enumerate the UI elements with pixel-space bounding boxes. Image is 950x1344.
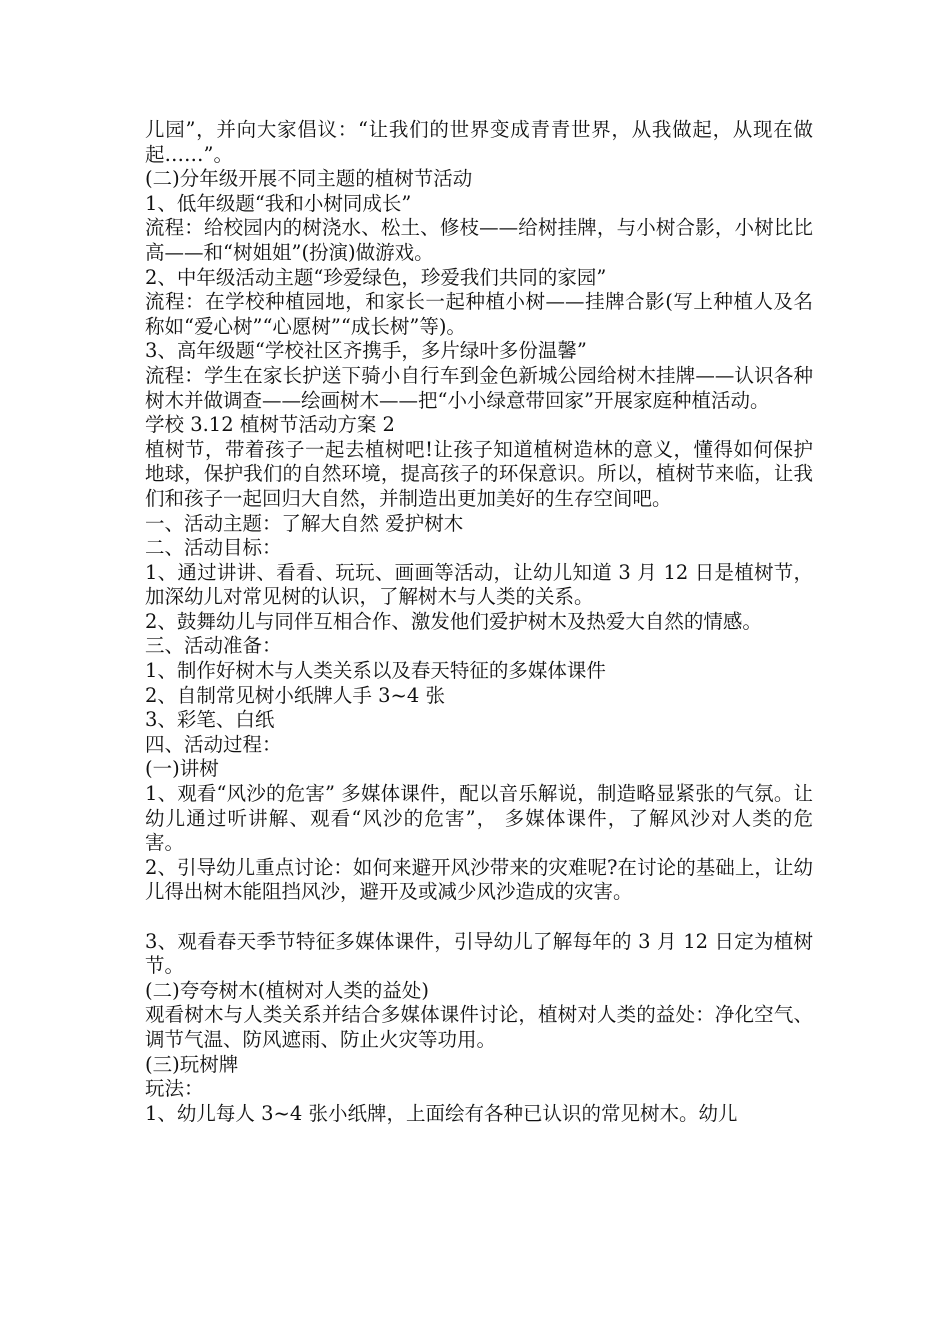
paragraph: 2、中年级活动主题“珍爱绿色，珍爱我们共同的家园” (145, 265, 607, 289)
paragraph: 流程：给校园内的树浇水、松土、修枝——给树挂牌，与小树合影，小树比比高——和“树姐姐”(扮演)做游戏。 (145, 216, 813, 264)
section-heading: (二)夸夸树木(植树对人类的益处) (145, 978, 429, 1002)
paragraph: 1、制作好树木与人类关系以及春天特征的多媒体课件 (145, 659, 606, 683)
paragraph: 儿园”，并向大家倡议：“让我们的世界变成青青世界，从我做起，从现在做起……”。 (145, 118, 813, 166)
paragraph: 2、自制常见树小纸牌人手 3~4 张 (145, 683, 445, 707)
paragraph: 观看树木与人类关系并结合多媒体课件讨论，植树对人类的益处：净化空气、调节气温、防风遮雨、防止火灾等功用。 (145, 1003, 813, 1051)
paragraph: 1、低年级题“我和小树同成长” (145, 191, 412, 215)
paragraph: 流程：学生在家长护送下骑小自行车到金色新城公园给树木挂牌——认识各种树木并做调查——绘画树木——把“小小绿意带回家”开展家庭种植活动。 (145, 363, 813, 412)
paragraph: 植树节，带着孩子一起去植树吧!让孩子知道植树造林的意义，懂得如何保护地球，保护我们的自然环境，提高孩子的环保意识。所以，植树节来临，让我们和孩子一起回归大自然，并制造出更加美好的生存空间吧。 (145, 437, 813, 510)
paragraph: 2、引导幼儿重点讨论：如何来避开风沙带来的灾难呢?在讨论的基础上，让幼儿得出树木能阻挡风沙，避开及或减少风沙造成的灾害。 (145, 855, 813, 904)
section-heading: (一)讲树 (145, 757, 219, 781)
document-body (145, 118, 813, 1126)
paragraph: 1、观看“风沙的危害” 多媒体课件，配以音乐解说，制造略显紧张的气氛。让幼儿通过听讲解、观看“风沙的危害”， 多媒体课件，了解风沙对人类的危害。 (145, 782, 813, 855)
paragraph: 3、高年级题“学校社区齐携手，多片绿叶多份温馨” (145, 339, 587, 363)
paragraph: 3、观看春天季节特征多媒体课件，引导幼儿了解每年的 3 月 12 日定为植树节。 (145, 929, 813, 978)
section-heading: 二、活动目标： (145, 536, 282, 560)
section-heading: 四、活动过程： (145, 732, 282, 756)
paragraph: 1、通过讲讲、看看、玩玩、画画等活动，让幼儿知道 3 月 12 日是植树节，加深幼儿对常见树的认识，了解树木与人类的关系。 (145, 560, 813, 609)
paragraph: 2、鼓舞幼儿与同伴互相合作、激发他们爱护树木及热爱大自然的情感。 (145, 609, 762, 633)
section-heading: 三、活动准备： (145, 634, 282, 658)
paragraph: 玩法： (145, 1077, 204, 1101)
paragraph: 1、幼儿每人 3~4 张小纸牌，上面绘有各种已认识的常见树木。幼儿 (145, 1101, 738, 1125)
paragraph: 3、彩笔、白纸 (145, 708, 275, 732)
section-heading: (三)玩树牌 (145, 1052, 239, 1076)
section-heading: (二)分年级开展不同主题的植树节活动 (145, 167, 473, 191)
document-title: 学校 3.12 植树节活动方案 2 (145, 413, 395, 437)
blank-line (145, 905, 813, 930)
paragraph: 流程：在学校种植园地，和家长一起种植小树——挂牌合影(写上种植人及名称如“爱心树”“心愿树”“成长树”等)。 (145, 290, 813, 338)
section-heading: 一、活动主题：了解大自然 爱护树木 (145, 511, 464, 535)
